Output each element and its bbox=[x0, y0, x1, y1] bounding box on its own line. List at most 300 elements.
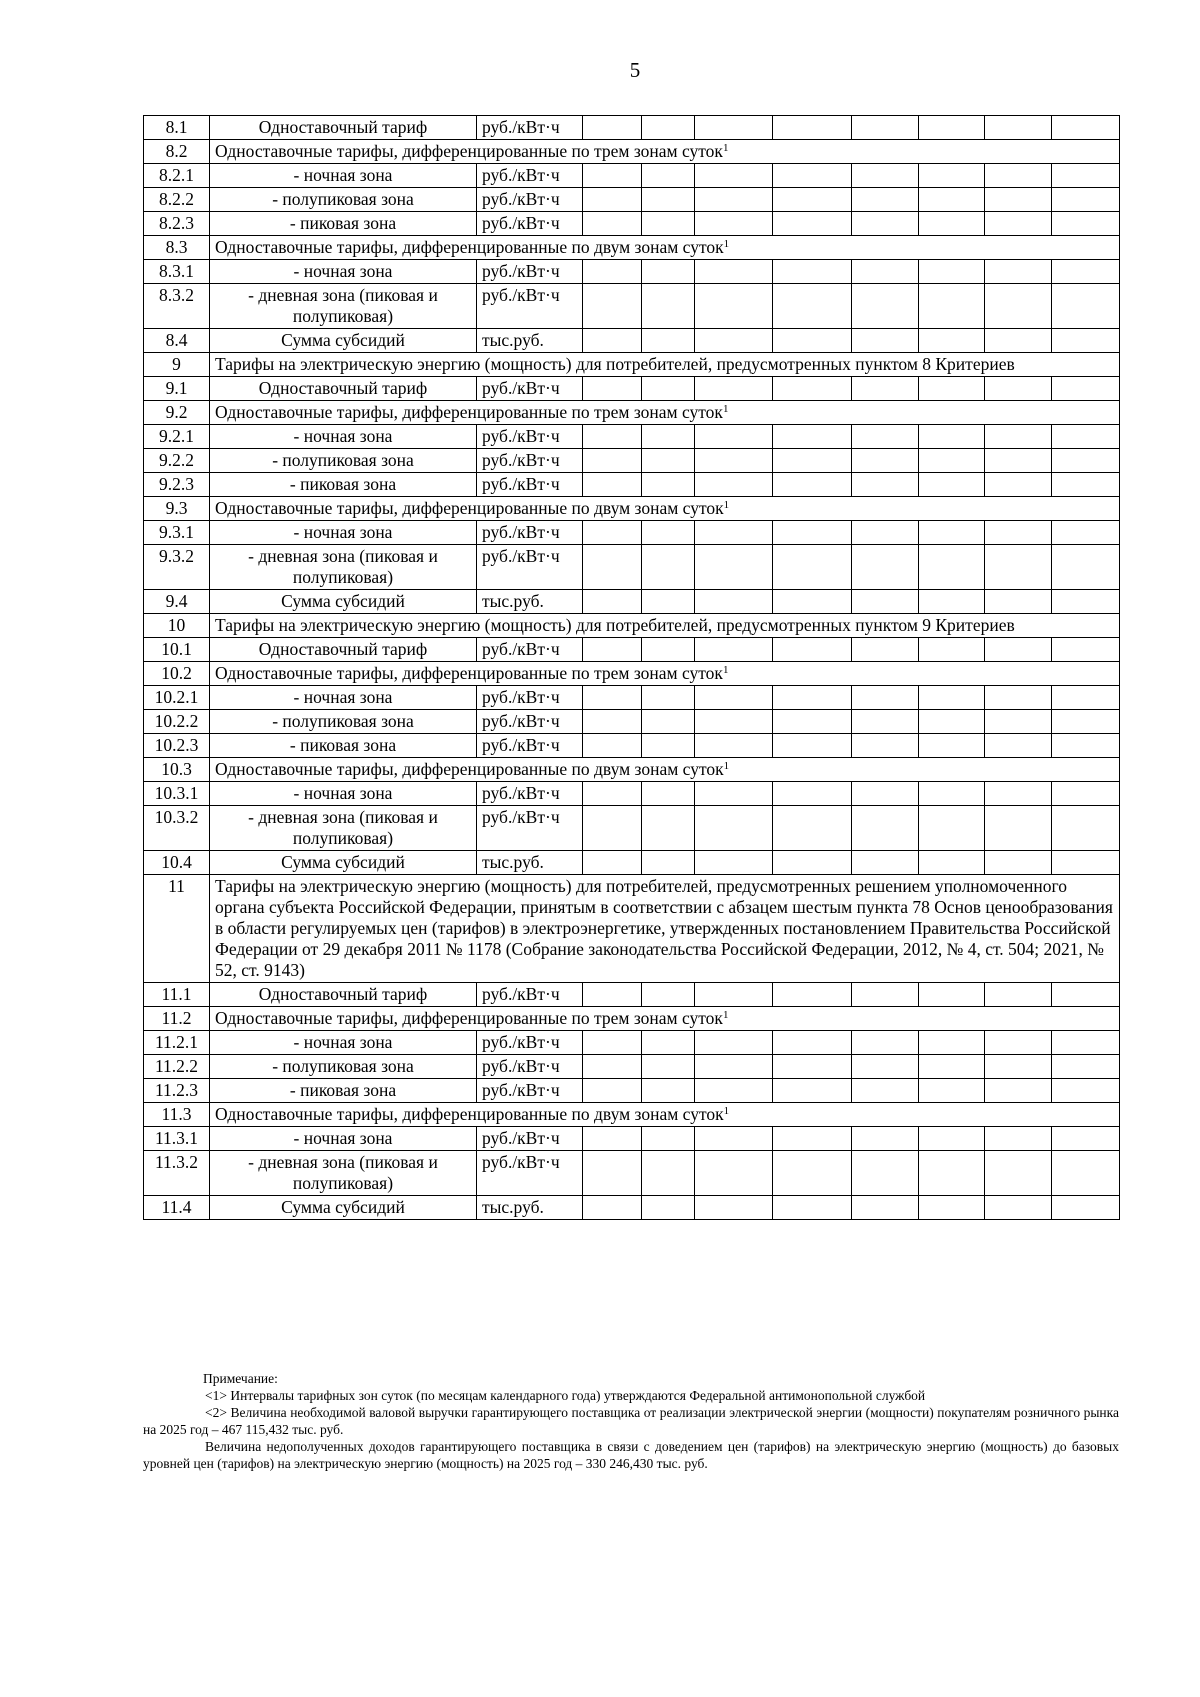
value-cell bbox=[773, 521, 852, 545]
indicator-name-cell: Одноставочный тариф bbox=[210, 638, 477, 662]
value-cell bbox=[1052, 686, 1120, 710]
value-cell bbox=[1052, 851, 1120, 875]
value-cell bbox=[642, 284, 695, 329]
table-row bbox=[144, 875, 1120, 983]
value-cell bbox=[642, 164, 695, 188]
value-cell bbox=[773, 1055, 852, 1079]
value-cell bbox=[642, 734, 695, 758]
footnote-marker: 1 bbox=[722, 664, 729, 676]
value-cell bbox=[852, 284, 919, 329]
section-heading-cell bbox=[210, 353, 1120, 377]
value-cell bbox=[985, 686, 1052, 710]
value-cell bbox=[919, 164, 985, 188]
indicator-name-cell: Сумма субсидий bbox=[210, 851, 477, 875]
row-number-cell: 8.3.2 bbox=[144, 284, 210, 329]
row-number-cell: 11.2.3 bbox=[144, 1079, 210, 1103]
indicator-name-cell: Одноставочный тариф bbox=[210, 983, 477, 1007]
value-cell bbox=[985, 710, 1052, 734]
value-cell bbox=[695, 686, 773, 710]
value-cell bbox=[919, 449, 985, 473]
value-cell bbox=[985, 473, 1052, 497]
indicator-name-cell: - полупиковая зона bbox=[210, 188, 477, 212]
value-cell bbox=[985, 212, 1052, 236]
value-cell bbox=[773, 851, 852, 875]
value-cell bbox=[773, 377, 852, 401]
table-row bbox=[144, 1103, 1120, 1127]
value-cell bbox=[773, 164, 852, 188]
unit-cell: руб./кВт·ч bbox=[477, 212, 583, 236]
value-cell bbox=[919, 1079, 985, 1103]
value-cell bbox=[1052, 1055, 1120, 1079]
value-cell bbox=[695, 473, 773, 497]
value-cell bbox=[852, 590, 919, 614]
value-cell bbox=[583, 449, 642, 473]
notes-title: Примечание: bbox=[203, 1371, 278, 1386]
indicator-name-cell: - полупиковая зона bbox=[210, 710, 477, 734]
value-cell bbox=[695, 1127, 773, 1151]
footnote-marker: 1 bbox=[722, 1009, 729, 1021]
footnote-marker: 1 bbox=[723, 1105, 730, 1117]
value-cell bbox=[985, 449, 1052, 473]
table-row bbox=[144, 638, 1120, 662]
value-cell bbox=[642, 449, 695, 473]
value-cell bbox=[1052, 188, 1120, 212]
value-cell bbox=[852, 1079, 919, 1103]
note-item: <2> Величина необходимой валовой выручки гарантирующего поставщика от реализации электрической энергии (мощности) покупателям розничного рынка на 2025 год – 467 115,432 тыс. руб. bbox=[143, 1405, 1119, 1437]
value-cell bbox=[919, 686, 985, 710]
value-cell bbox=[985, 983, 1052, 1007]
unit-cell: руб./кВт·ч bbox=[477, 734, 583, 758]
value-cell bbox=[583, 806, 642, 851]
unit-cell: руб./кВт·ч bbox=[477, 806, 583, 851]
value-cell bbox=[583, 284, 642, 329]
unit-cell: руб./кВт·ч bbox=[477, 1031, 583, 1055]
section-heading-cell bbox=[210, 401, 1120, 425]
value-cell bbox=[642, 260, 695, 284]
value-cell bbox=[852, 710, 919, 734]
row-number-cell: 9.2.3 bbox=[144, 473, 210, 497]
unit-cell: тыс.руб. bbox=[477, 1196, 583, 1220]
row-number-cell: 8.3.1 bbox=[144, 260, 210, 284]
value-cell bbox=[642, 1079, 695, 1103]
value-cell bbox=[695, 851, 773, 875]
value-cell bbox=[773, 590, 852, 614]
indicator-name-cell: - ночная зона bbox=[210, 1127, 477, 1151]
row-number-cell: 9.3.2 bbox=[144, 545, 210, 590]
value-cell bbox=[695, 212, 773, 236]
value-cell bbox=[919, 425, 985, 449]
indicator-name-cell: - полупиковая зона bbox=[210, 449, 477, 473]
value-cell bbox=[773, 1196, 852, 1220]
row-number-cell: 10.4 bbox=[144, 851, 210, 875]
indicator-name-cell: - пиковая зона bbox=[210, 734, 477, 758]
value-cell bbox=[642, 116, 695, 140]
value-cell bbox=[919, 590, 985, 614]
value-cell bbox=[852, 638, 919, 662]
row-number-cell: 8.2.2 bbox=[144, 188, 210, 212]
table-row bbox=[144, 686, 1120, 710]
notes-section bbox=[143, 1370, 1119, 1472]
value-cell bbox=[583, 116, 642, 140]
table-row bbox=[144, 425, 1120, 449]
unit-cell: руб./кВт·ч bbox=[477, 1079, 583, 1103]
value-cell bbox=[773, 425, 852, 449]
table-row bbox=[144, 329, 1120, 353]
value-cell bbox=[773, 473, 852, 497]
value-cell bbox=[642, 782, 695, 806]
value-cell bbox=[985, 851, 1052, 875]
value-cell bbox=[1052, 710, 1120, 734]
row-number-cell: 9.2 bbox=[144, 401, 210, 425]
table-row bbox=[144, 1196, 1120, 1220]
table-row bbox=[144, 851, 1120, 875]
indicator-name-cell: Одноставочный тариф bbox=[210, 116, 477, 140]
row-number-cell: 8.2.3 bbox=[144, 212, 210, 236]
value-cell bbox=[773, 1031, 852, 1055]
value-cell bbox=[852, 521, 919, 545]
table-row bbox=[144, 188, 1120, 212]
value-cell bbox=[695, 425, 773, 449]
table-row bbox=[144, 497, 1120, 521]
table-row bbox=[144, 590, 1120, 614]
value-cell bbox=[919, 521, 985, 545]
value-cell bbox=[985, 284, 1052, 329]
value-cell bbox=[583, 260, 642, 284]
value-cell bbox=[1052, 590, 1120, 614]
row-number-cell: 9.3.1 bbox=[144, 521, 210, 545]
row-number-cell: 10.1 bbox=[144, 638, 210, 662]
value-cell bbox=[583, 1127, 642, 1151]
value-cell bbox=[583, 851, 642, 875]
value-cell bbox=[695, 806, 773, 851]
value-cell bbox=[583, 983, 642, 1007]
unit-cell: руб./кВт·ч bbox=[477, 638, 583, 662]
value-cell bbox=[583, 1196, 642, 1220]
value-cell bbox=[1052, 1127, 1120, 1151]
value-cell bbox=[919, 188, 985, 212]
value-cell bbox=[852, 851, 919, 875]
row-number-cell: 8.2 bbox=[144, 140, 210, 164]
value-cell bbox=[583, 425, 642, 449]
table-row bbox=[144, 662, 1120, 686]
unit-cell: тыс.руб. bbox=[477, 851, 583, 875]
table-row bbox=[144, 1055, 1120, 1079]
value-cell bbox=[1052, 734, 1120, 758]
unit-cell: руб./кВт·ч bbox=[477, 710, 583, 734]
unit-cell: руб./кВт·ч bbox=[477, 164, 583, 188]
table-row bbox=[144, 758, 1120, 782]
table-row bbox=[144, 236, 1120, 260]
indicator-name-cell: - пиковая зона bbox=[210, 1079, 477, 1103]
row-number-cell: 10.2.1 bbox=[144, 686, 210, 710]
unit-cell: руб./кВт·ч bbox=[477, 377, 583, 401]
value-cell bbox=[852, 983, 919, 1007]
note-item: <1> Интервалы тарифных зон суток (по месяцам календарного года) утверждаются Федеральной антимонопольной службой bbox=[205, 1388, 926, 1403]
value-cell bbox=[1052, 116, 1120, 140]
value-cell bbox=[773, 260, 852, 284]
value-cell bbox=[985, 1031, 1052, 1055]
value-cell bbox=[852, 1196, 919, 1220]
value-cell bbox=[695, 1031, 773, 1055]
row-number-cell: 8.3 bbox=[144, 236, 210, 260]
value-cell bbox=[642, 590, 695, 614]
value-cell bbox=[985, 377, 1052, 401]
indicator-name-cell: - ночная зона bbox=[210, 260, 477, 284]
unit-cell: руб./кВт·ч bbox=[477, 1127, 583, 1151]
value-cell bbox=[985, 545, 1052, 590]
table-row bbox=[144, 614, 1120, 638]
table-row bbox=[144, 1031, 1120, 1055]
section-heading-text: Одноставочные тарифы, дифференцированные по трем зонам суток bbox=[215, 663, 723, 683]
row-number-cell: 11.4 bbox=[144, 1196, 210, 1220]
row-number-cell: 11.3.1 bbox=[144, 1127, 210, 1151]
value-cell bbox=[583, 734, 642, 758]
indicator-name-cell: - дневная зона (пиковая и полупиковая) bbox=[210, 284, 477, 329]
value-cell bbox=[1052, 806, 1120, 851]
value-cell bbox=[852, 782, 919, 806]
unit-cell: руб./кВт·ч bbox=[477, 188, 583, 212]
value-cell bbox=[773, 782, 852, 806]
value-cell bbox=[583, 473, 642, 497]
value-cell bbox=[852, 734, 919, 758]
value-cell bbox=[985, 1196, 1052, 1220]
value-cell bbox=[919, 1151, 985, 1196]
value-cell bbox=[1052, 521, 1120, 545]
value-cell bbox=[642, 1196, 695, 1220]
section-heading-text: Одноставочные тарифы, дифференцированные по двум зонам суток bbox=[215, 1104, 724, 1124]
unit-cell: руб./кВт·ч bbox=[477, 1151, 583, 1196]
value-cell bbox=[985, 260, 1052, 284]
value-cell bbox=[773, 1151, 852, 1196]
value-cell bbox=[852, 1055, 919, 1079]
indicator-name-cell: - полупиковая зона bbox=[210, 1055, 477, 1079]
value-cell bbox=[852, 545, 919, 590]
row-number-cell: 11.2.2 bbox=[144, 1055, 210, 1079]
section-heading-cell bbox=[210, 140, 1120, 164]
value-cell bbox=[583, 590, 642, 614]
section-heading-cell bbox=[210, 1103, 1120, 1127]
value-cell bbox=[1052, 212, 1120, 236]
table-row bbox=[144, 1127, 1120, 1151]
row-number-cell: 11.1 bbox=[144, 983, 210, 1007]
value-cell bbox=[773, 734, 852, 758]
unit-cell: руб./кВт·ч bbox=[477, 1055, 583, 1079]
value-cell bbox=[695, 638, 773, 662]
value-cell bbox=[985, 188, 1052, 212]
value-cell bbox=[985, 164, 1052, 188]
table-row bbox=[144, 140, 1120, 164]
value-cell bbox=[852, 188, 919, 212]
value-cell bbox=[919, 329, 985, 353]
indicator-name-cell: - пиковая зона bbox=[210, 473, 477, 497]
value-cell bbox=[773, 710, 852, 734]
value-cell bbox=[1052, 1151, 1120, 1196]
value-cell bbox=[773, 983, 852, 1007]
value-cell bbox=[695, 329, 773, 353]
section-heading-text: Одноставочные тарифы, дифференцированные по трем зонам суток bbox=[215, 1008, 723, 1028]
value-cell bbox=[642, 806, 695, 851]
unit-cell: руб./кВт·ч bbox=[477, 686, 583, 710]
value-cell bbox=[695, 377, 773, 401]
value-cell bbox=[642, 983, 695, 1007]
value-cell bbox=[583, 1079, 642, 1103]
row-number-cell: 9.2.1 bbox=[144, 425, 210, 449]
table-row bbox=[144, 473, 1120, 497]
table-row bbox=[144, 401, 1120, 425]
value-cell bbox=[642, 188, 695, 212]
value-cell bbox=[985, 638, 1052, 662]
unit-cell: руб./кВт·ч bbox=[477, 425, 583, 449]
section-heading-text: Одноставочные тарифы, дифференцированные по трем зонам суток bbox=[215, 402, 723, 422]
value-cell bbox=[583, 710, 642, 734]
value-cell bbox=[695, 734, 773, 758]
value-cell bbox=[1052, 782, 1120, 806]
table-row bbox=[144, 212, 1120, 236]
tariff-table bbox=[143, 115, 1120, 1220]
row-number-cell: 10.3 bbox=[144, 758, 210, 782]
value-cell bbox=[773, 638, 852, 662]
value-cell bbox=[642, 638, 695, 662]
unit-cell: тыс.руб. bbox=[477, 590, 583, 614]
value-cell bbox=[695, 1055, 773, 1079]
value-cell bbox=[919, 377, 985, 401]
section-heading-text: Одноставочные тарифы, дифференцированные по двум зонам суток bbox=[215, 759, 724, 779]
value-cell bbox=[583, 782, 642, 806]
value-cell bbox=[985, 521, 1052, 545]
value-cell bbox=[919, 1055, 985, 1079]
value-cell bbox=[583, 1151, 642, 1196]
table-row bbox=[144, 116, 1120, 140]
section-heading-cell bbox=[210, 497, 1120, 521]
row-number-cell: 10.2.3 bbox=[144, 734, 210, 758]
indicator-name-cell: - дневная зона (пиковая и полупиковая) bbox=[210, 1151, 477, 1196]
value-cell bbox=[919, 782, 985, 806]
section-heading-cell bbox=[210, 614, 1120, 638]
value-cell bbox=[919, 473, 985, 497]
value-cell bbox=[1052, 1031, 1120, 1055]
value-cell bbox=[642, 1151, 695, 1196]
value-cell bbox=[642, 851, 695, 875]
footnote-marker: 1 bbox=[722, 403, 729, 415]
section-heading-cell bbox=[210, 875, 1120, 983]
value-cell bbox=[695, 983, 773, 1007]
unit-cell: руб./кВт·ч bbox=[477, 473, 583, 497]
value-cell bbox=[985, 590, 1052, 614]
value-cell bbox=[985, 1127, 1052, 1151]
value-cell bbox=[919, 734, 985, 758]
value-cell bbox=[919, 806, 985, 851]
value-cell bbox=[1052, 473, 1120, 497]
footnote-marker: 1 bbox=[722, 142, 729, 154]
row-number-cell: 8.2.1 bbox=[144, 164, 210, 188]
unit-cell: руб./кВт·ч bbox=[477, 782, 583, 806]
table-row bbox=[144, 449, 1120, 473]
value-cell bbox=[852, 1127, 919, 1151]
section-heading-cell bbox=[210, 758, 1120, 782]
value-cell bbox=[919, 212, 985, 236]
value-cell bbox=[695, 188, 773, 212]
indicator-name-cell: Сумма субсидий bbox=[210, 590, 477, 614]
value-cell bbox=[695, 710, 773, 734]
value-cell bbox=[1052, 164, 1120, 188]
indicator-name-cell: - ночная зона bbox=[210, 782, 477, 806]
value-cell bbox=[985, 782, 1052, 806]
value-cell bbox=[919, 1196, 985, 1220]
value-cell bbox=[919, 284, 985, 329]
value-cell bbox=[695, 164, 773, 188]
row-number-cell: 9.2.2 bbox=[144, 449, 210, 473]
value-cell bbox=[695, 116, 773, 140]
value-cell bbox=[695, 284, 773, 329]
indicator-name-cell: - дневная зона (пиковая и полупиковая) bbox=[210, 806, 477, 851]
indicator-name-cell: - дневная зона (пиковая и полупиковая) bbox=[210, 545, 477, 590]
value-cell bbox=[695, 782, 773, 806]
row-number-cell: 11.2.1 bbox=[144, 1031, 210, 1055]
row-number-cell: 10.3.1 bbox=[144, 782, 210, 806]
unit-cell: руб./кВт·ч bbox=[477, 521, 583, 545]
indicator-name-cell: - ночная зона bbox=[210, 686, 477, 710]
section-heading-cell bbox=[210, 1007, 1120, 1031]
value-cell bbox=[583, 377, 642, 401]
tariff-table-container bbox=[143, 115, 1119, 1220]
footnote-marker: 1 bbox=[723, 238, 730, 250]
value-cell bbox=[852, 260, 919, 284]
unit-cell: руб./кВт·ч bbox=[477, 545, 583, 590]
value-cell bbox=[583, 212, 642, 236]
row-number-cell: 9 bbox=[144, 353, 210, 377]
value-cell bbox=[583, 1031, 642, 1055]
value-cell bbox=[642, 1055, 695, 1079]
table-row bbox=[144, 983, 1120, 1007]
value-cell bbox=[695, 590, 773, 614]
value-cell bbox=[919, 1127, 985, 1151]
value-cell bbox=[583, 188, 642, 212]
value-cell bbox=[642, 212, 695, 236]
section-heading-text: Тарифы на электрическую энергию (мощность) для потребителей, предусмотренных пунктом 8 Критериев bbox=[215, 354, 1015, 374]
value-cell bbox=[1052, 425, 1120, 449]
value-cell bbox=[773, 545, 852, 590]
value-cell bbox=[583, 545, 642, 590]
value-cell bbox=[773, 806, 852, 851]
value-cell bbox=[642, 425, 695, 449]
table-row bbox=[144, 164, 1120, 188]
row-number-cell: 8.1 bbox=[144, 116, 210, 140]
value-cell bbox=[985, 1151, 1052, 1196]
row-number-cell: 10 bbox=[144, 614, 210, 638]
value-cell bbox=[583, 1055, 642, 1079]
value-cell bbox=[773, 449, 852, 473]
value-cell bbox=[985, 1055, 1052, 1079]
value-cell bbox=[695, 545, 773, 590]
row-number-cell: 9.3 bbox=[144, 497, 210, 521]
value-cell bbox=[852, 377, 919, 401]
value-cell bbox=[583, 686, 642, 710]
unit-cell: руб./кВт·ч bbox=[477, 449, 583, 473]
value-cell bbox=[1052, 449, 1120, 473]
table-body bbox=[144, 116, 1120, 1220]
value-cell bbox=[919, 710, 985, 734]
value-cell bbox=[985, 734, 1052, 758]
note-item: Величина недополученных доходов гарантирующего поставщика в связи с доведением цен (тарифов) на электрическую энергию (мощность) до базовых уровней цен (тарифов) на электрическую энергию (мощность) на 2025 год – 330 246,430 тыс. руб. bbox=[143, 1439, 1119, 1471]
value-cell bbox=[583, 521, 642, 545]
value-cell bbox=[852, 425, 919, 449]
value-cell bbox=[1052, 377, 1120, 401]
value-cell bbox=[1052, 260, 1120, 284]
value-cell bbox=[985, 806, 1052, 851]
value-cell bbox=[919, 1031, 985, 1055]
value-cell bbox=[695, 1196, 773, 1220]
value-cell bbox=[852, 449, 919, 473]
